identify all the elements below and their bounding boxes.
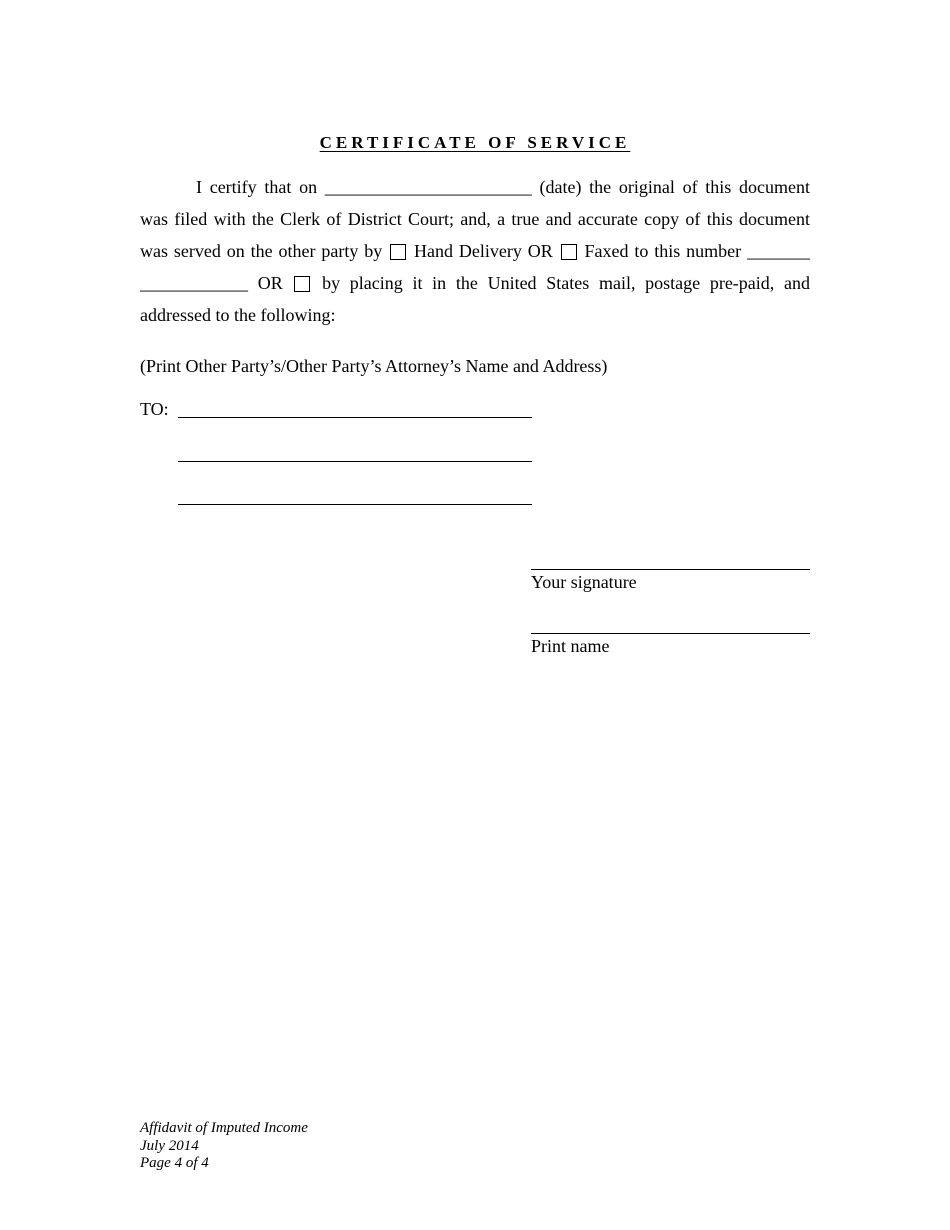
hand-delivery-checkbox[interactable]: [390, 244, 406, 260]
mail-checkbox[interactable]: [294, 276, 310, 292]
hand-delivery-label: Hand Delivery OR: [408, 241, 559, 261]
to-label: TO:: [140, 399, 169, 419]
footer-form-name: Affidavit of Imputed Income: [140, 1120, 308, 1136]
filed-served-text: (date) the original of this document was filed with the Clerk of District Court; and, a true and accurate copy of this document was served on the other party by: [140, 177, 810, 261]
mail-label: by placing it in the United States mail, postage pre-paid, and addressed to the following:: [140, 273, 810, 325]
your-signature-label: Your signature: [531, 572, 637, 592]
address-line-2[interactable]: [178, 461, 532, 462]
document-title: CERTIFICATE OF SERVICE: [319, 133, 631, 152]
fax-label: Faxed to this number _______ ____________ OR: [140, 241, 810, 293]
signature-line[interactable]: [531, 569, 810, 570]
print-name-label: Print name: [531, 636, 610, 656]
footer-date: July 2014: [140, 1137, 199, 1154]
print-instruction: (Print Other Party’s/Other Party’s Attorney’s Name and Address): [140, 356, 608, 376]
page-footer: [140, 1120, 308, 1173]
address-line-1[interactable]: [178, 417, 532, 418]
date-field[interactable]: _______________________: [324, 177, 532, 197]
print-name-line[interactable]: [531, 633, 810, 634]
footer-page-number: Page 4 of 4: [140, 1155, 209, 1171]
certificate-paragraph: [140, 171, 810, 331]
certify-text: I certify that on: [196, 177, 325, 197]
address-line-3[interactable]: [178, 504, 532, 505]
fax-checkbox[interactable]: [561, 244, 577, 260]
